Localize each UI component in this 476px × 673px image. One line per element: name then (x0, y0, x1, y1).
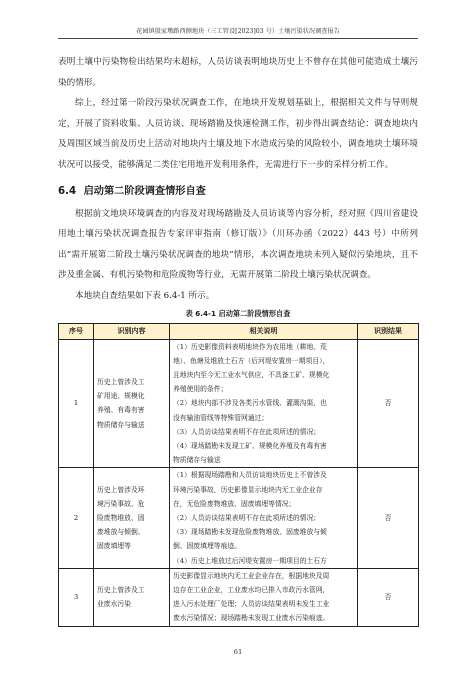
header-cell-no: 序号 (59, 323, 94, 339)
description-line: （2）地块内部不涉及各类污水管线、灌溉沟渠，也 (173, 399, 327, 408)
related-description-cell (170, 568, 358, 626)
content-line: 历史上曾涉及工 (97, 378, 145, 387)
row-number-cell: 2 (59, 468, 94, 568)
header-rule (58, 38, 418, 39)
selfcheck-table (58, 323, 419, 627)
identification-content-cell (94, 339, 170, 468)
page-content (58, 52, 418, 627)
row-number-cell: 3 (59, 568, 94, 626)
page-number: 61 (233, 648, 243, 656)
content-line: 养殖、有毒有害 (97, 406, 145, 415)
description-line: 废水污染情况；现场踏勘未发现工业废水污染痕迹。 (173, 614, 330, 623)
content-line: 历史上曾涉及环 (97, 485, 145, 494)
description-line: 地）、鱼塘及堆放土石方（后河堤安置房一期项目）， (173, 356, 330, 365)
row-number-cell: 1 (59, 339, 94, 468)
table-row (59, 468, 419, 568)
content-line: 物质储存与输送 (97, 420, 145, 429)
description-line: （2）人员访谈结果表明不存在此项所述的情况； (173, 513, 321, 522)
table-row (59, 339, 419, 468)
description-line: （1）根据现场踏勘和人员访谈地块历史上不曾涉及 (173, 471, 327, 480)
section-number: 6.4 (58, 185, 77, 197)
description-line: 倒、固废填埋等痕迹。 (173, 542, 241, 551)
description-line: 养殖使用的条件； (173, 385, 228, 394)
content-line: 业废水污染 (97, 600, 131, 609)
intro-paragraph-1: 表明土壤中污染物检出结果均未超标，人员访谈表明地块历史上不曾存在其他可能造成土壤污染的情形。 (58, 57, 418, 88)
description-line: 环境污染事故，历史影像显示地块内无工业企业存 (173, 485, 323, 494)
identification-result-cell: 否 (358, 468, 419, 568)
description-line: 边存在工业企业，工业废水均已排入市政污水管网， (173, 585, 330, 594)
section-paragraph-2: 本地块自查结果如下表 6.4-1 所示。 (75, 290, 215, 301)
content-line: 历史上曾涉及工 (97, 585, 145, 594)
section-paragraph-1: 根据前文地块环境调查的内容及对现场踏勘及人员访谈等内容分析，经对照《四川省建设用地土壤污染状况调查报告专家评审指南（修订版）》（川环办函（2022）443 号）中所列出“需开展第二阶段土壤污染状况调查的地块”情形，本次调查地块未列入疑似污染地块，且不涉及重金属、有机污染物和危险废物等行业，无需开展第二阶段土壤污染状况调查。 (58, 208, 418, 281)
description-line: （1）历史影像资料表明地块作为农用地（耕地、荒 (173, 342, 327, 351)
section-heading (58, 184, 418, 200)
description-line: 物质储存与输送 (173, 456, 221, 465)
description-line: 在，无危险废物堆放、固废填埋等情况； (173, 499, 296, 508)
description-line: （4）历史上堆放过后河堤安置房一期项目的土石方 (173, 556, 327, 565)
content-line: 境污染事故、危 (97, 499, 145, 508)
content-line: 险废物堆放、固 (97, 513, 145, 522)
description-line: （3）人员访谈结果表明不存在此项所述的情况； (173, 427, 321, 436)
identification-result-cell: 否 (358, 339, 419, 468)
identification-content-cell (94, 568, 170, 626)
description-line: 且地块内至今无工业水气供应，不具备工矿、规模化 (173, 370, 330, 379)
table-row (59, 568, 419, 626)
description-line: 历史影像显示地块内无工业企业存在，根据地块及周 (173, 571, 330, 580)
related-description-cell (170, 339, 358, 468)
header-cell-content: 识别内容 (94, 323, 170, 339)
content-line: 矿用途、规模化 (97, 392, 145, 401)
table-body (59, 339, 419, 626)
running-header: 花园镇殷家墩路西侧地块（三工管设[2023]03 号）土壤污染状况调查报告 (136, 28, 340, 35)
identification-content-cell (94, 468, 170, 568)
section-title: 启动第二阶段调查情形自查 (83, 185, 206, 197)
header-cell-result: 识别结果 (358, 323, 419, 339)
content-line: 固废填埋等 (97, 542, 131, 551)
description-line: （4）现场踏勘未发现工矿、规模化养殖及有毒有害 (173, 441, 327, 450)
table-caption: 表 6.4-1 启动第二阶段情形自查 (185, 308, 291, 318)
description-line: 进入污水处理厂处理；人员访谈结果表明未发生工业 (173, 600, 330, 609)
description-line: 没有输油管线等特殊管网通过； (173, 413, 269, 422)
identification-result-cell: 否 (358, 568, 419, 626)
header-cell-detail: 相关说明 (170, 323, 358, 339)
content-line: 废堆放与倾倒、 (97, 528, 145, 537)
related-description-cell (170, 468, 358, 568)
description-line: （3）现场踏勘未发现危险废物堆放、固废堆放与倾 (173, 528, 327, 537)
intro-paragraph-2: 综上，经过第一阶段污染状况调查工作，在地块开发规划基础上，根据相关文件与导则规定，开展了资料收集、人员访谈、现场踏勘及快速检测工作，初步得出调查结论：调查地块内及周围区域当前及历史上活动对地块内土壤及地下水造成污染的风险较小，调查地块土壤环境状况可以接受，能够满足二类住宅用地开发利用条件，无需进行下一步的采样分析工作。 (58, 98, 418, 170)
table-header-row (59, 323, 419, 339)
